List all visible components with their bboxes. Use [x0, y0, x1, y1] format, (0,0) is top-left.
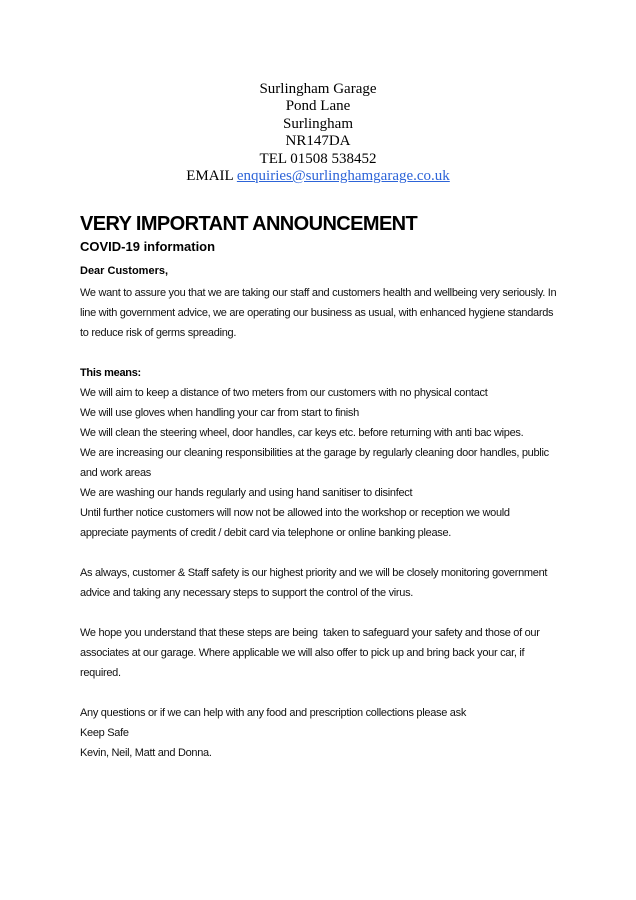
letter-body — [0, 213, 636, 763]
measure-line: Until further notice customers will now not be allowed into the workshop or reception we would appreciate payments of credit / debit card via telephone or online banking please. — [80, 507, 513, 540]
signature-line: Kevin, Neil, Matt and Donna. — [80, 747, 212, 760]
email-link[interactable]: enquiries@surlinghamgarage.co.uk — [236, 168, 450, 185]
measure-line: We are washing our hands regularly and using hand sanitiser to disinfect — [80, 487, 413, 500]
letterhead-email-line — [0, 168, 636, 185]
letterhead-address-line: Pond Lane — [285, 98, 351, 115]
letterhead-address-line: Surlingham — [283, 115, 353, 132]
announcement-subtitle: COVID-19 information — [80, 239, 216, 255]
letterhead — [0, 0, 636, 185]
this-means-heading: This means: — [80, 367, 141, 380]
keep-safe-line: Keep Safe — [80, 727, 129, 740]
measure-line: We will clean the steering wheel, door handles, car keys etc. before returning with anti bac wipes. — [80, 427, 524, 440]
letterhead-postcode: NR147DA — [285, 133, 351, 150]
measure-line: We will aim to keep a distance of two meters from our customers with no physical contact — [80, 387, 488, 400]
measure-line: We are increasing our cleaning responsibilities at the garage by regularly cleaning door handles, public and work areas — [80, 447, 552, 480]
priority-paragraph: As always, customer & Staff safety is our highest priority and we will be closely monitoring government advice and taking any necessary steps to support the control of the virus. — [80, 567, 550, 600]
announcement-title: VERY IMPORTANT ANNOUNCEMENT — [80, 213, 418, 236]
letterhead-telephone: TEL 01508 538452 — [259, 150, 377, 167]
letterhead-business-name: Surlingham Garage — [259, 81, 377, 97]
understanding-paragraph: We hope you understand that these steps are being taken to safeguard your safety and those of our associates at our garage. Where applicable we will also offer to pick up and bring back your car, if required. — [80, 627, 546, 680]
measure-line: We will use gloves when handling your car from start to finish — [80, 407, 359, 420]
closing-line: Any questions or if we can help with any food and prescription collections please ask — [80, 707, 467, 720]
salutation: Dear Customers, — [80, 265, 169, 278]
email-label: EMAIL — [186, 168, 237, 185]
intro-paragraph: We want to assure you that we are taking our staff and customers health and wellbeing very seriously. In line with government advice, we are operating our business as usual, with enhanced hygiene standards to reduce risk of germs spreading. — [80, 287, 560, 340]
